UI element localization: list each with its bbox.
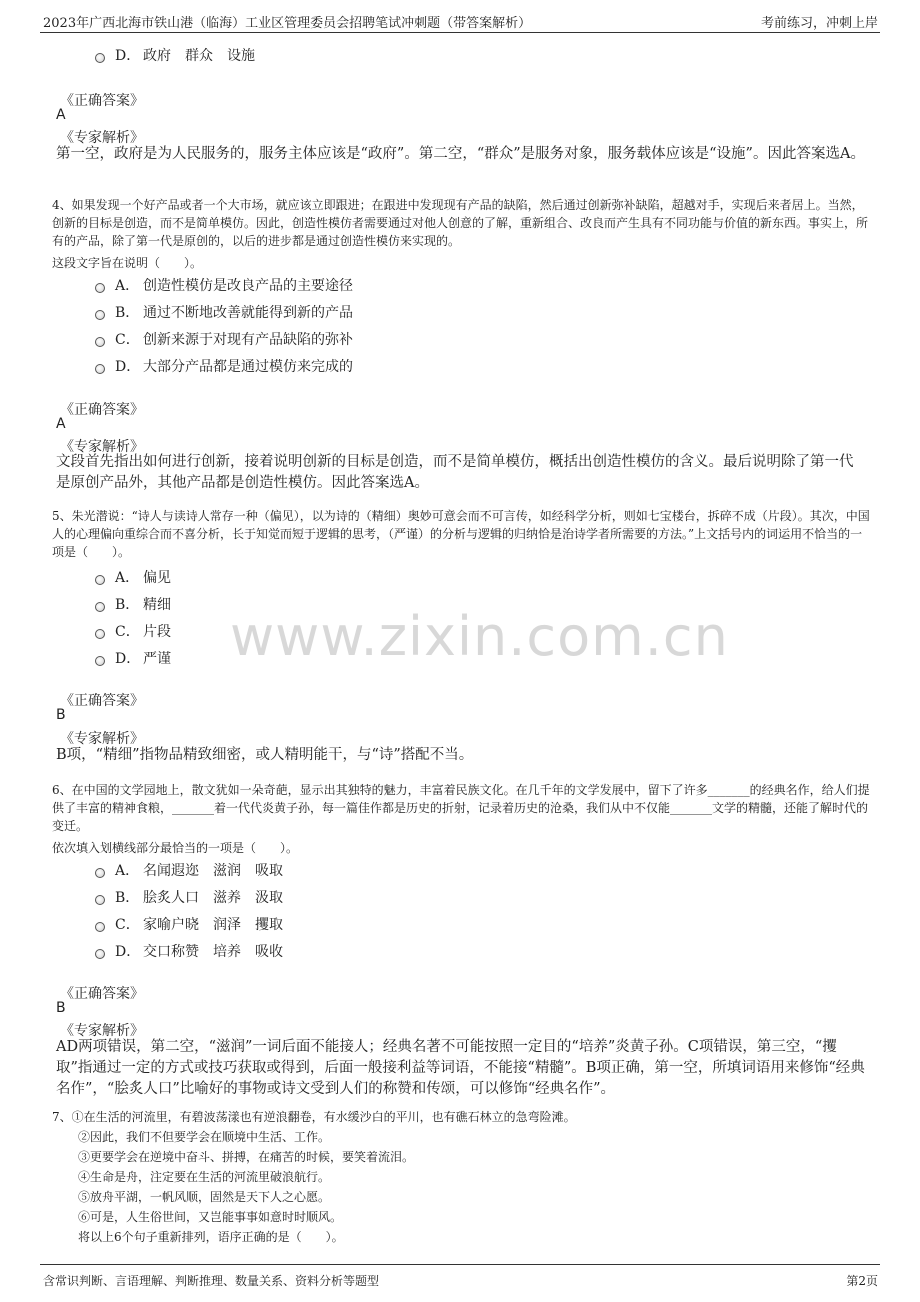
option-letter: D． xyxy=(115,48,141,64)
option-letter: D． xyxy=(115,359,141,375)
answer-label: 《正确答案》 xyxy=(60,402,144,418)
option-letter: A． xyxy=(115,278,140,294)
question-prompt: 依次填入划横线部分最恰当的一项是（ ）。 xyxy=(52,841,299,855)
radio-button-icon[interactable] xyxy=(95,602,105,612)
header-slogan: 考前练习，冲刺上岸 xyxy=(760,16,878,31)
sentence-3: ③更要学会在逆境中奋斗、拼搏，在痛苦的时候，要笑着流泪。 xyxy=(78,1150,415,1164)
option-c[interactable] xyxy=(95,328,353,350)
option-b[interactable] xyxy=(95,593,171,615)
sentence-5: ⑤放舟平湖，一帆风顺，固然是天下人之心愿。 xyxy=(78,1190,331,1204)
radio-button-icon[interactable] xyxy=(95,310,105,320)
option-letter: B． xyxy=(115,597,140,613)
option-d[interactable] xyxy=(95,355,353,377)
option-text: 名闻遐迩 滋润 吸取 xyxy=(143,863,283,879)
option-letter: A． xyxy=(115,570,140,586)
option-letter: A． xyxy=(115,863,140,879)
radio-button-icon[interactable] xyxy=(95,949,105,959)
analysis-text: B项，“精细”指物品精致细密，或人精明能干，与“诗”搭配不当。 xyxy=(56,747,474,763)
question-text: 7、①在生活的河流里，有碧波荡漾也有逆浪翻卷，有水缓沙白的平川，也有礁石林立的急弯险滩。 xyxy=(52,1110,576,1124)
question-text: 6、在中国的文学园地上，散文犹如一朵奇葩，显示出其独特的魅力，丰富着民族文化。在几千年的文学发展中，留下了许多_______的经典名作，给人们提供了丰富的精神食粮，_______着一代代炎黄子孙，每一篇佳作都是历史的折射，记录着历史的沧桑，我们从中不仅能_______文学的精髓，还能了解时代的变迁。 xyxy=(52,783,870,833)
option-d[interactable] xyxy=(95,940,283,962)
analysis-text: 文段首先指出如何进行创新，接着说明创新的目标是创造，而不是简单模仿，概括出创造性模仿的含义。最后说明除了第一代是原创产品外，其他产品都是创造性模仿。因此答案选A。 xyxy=(56,454,854,491)
correct-answer: B xyxy=(56,1000,66,1016)
option-text: 偏见 xyxy=(143,570,171,586)
option-letter: D． xyxy=(115,944,141,960)
option-letter: D． xyxy=(115,651,141,667)
option-text: 创新来源于对现有产品缺陷的弥补 xyxy=(143,332,353,348)
question-text: 4、如果发现一个好产品或者一个大市场，就应该立即跟进；在跟进中发现现有产品的缺陷，然后通过创新弥补缺陷，超越对手，实现后来者居上。当然，创新的目标是创造，而不是简单模仿。因此，创造性模仿者需要通过对他人创意的了解，重新组合、改良而产生具有不同功能与价值的新东西。事实上，所有的产品，除了第一代是原创的，以后的进步都是通过创造性模仿来实现的。 xyxy=(52,198,869,248)
question-prompt: 这段文字旨在说明（ ）。 xyxy=(52,256,203,270)
page-number: 第2页 xyxy=(846,1274,878,1288)
radio-button-icon[interactable] xyxy=(95,656,105,666)
option-letter: C． xyxy=(115,332,140,348)
option-text: 政府 群众 设施 xyxy=(143,48,255,64)
document-title: 2023年广西北海市铁山港（临海）工业区管理委员会招聘笔试冲刺题（带答案解析） xyxy=(43,16,532,31)
option-b[interactable] xyxy=(95,886,283,908)
sentence-2: ②因此，我们不但要学会在顺境中生活、工作。 xyxy=(78,1130,331,1144)
page-header xyxy=(40,10,880,33)
option-text: 家喻户晓 润泽 攫取 xyxy=(143,917,283,933)
option-d[interactable] xyxy=(95,647,171,669)
analysis-text: AD两项错误，第二空，“滋润”一词后面不能接人；经典名著不可能按照一定目的“培养”炎黄子孙。C项错误，第三空，“攫取”指通过一定的方式或技巧获取或得到，后面一般接利益等词语，不能接“精髓”。B项正确，第一空，所填词语用来修饰“经典名作”，“脍炙人口”比喻好的事物或诗文受到人们的称赞和传颂，可以修饰“经典名作”。 xyxy=(56,1039,865,1097)
analysis-label: 《专家解析》 xyxy=(60,731,144,747)
option-c[interactable] xyxy=(95,620,171,642)
analysis-label: 《专家解析》 xyxy=(60,130,144,146)
option-text: 创造性模仿是改良产品的主要途径 xyxy=(143,278,353,294)
question-prompt: 将以上6个句子重新排列，语序正确的是（ ）。 xyxy=(78,1230,344,1244)
answer-label: 《正确答案》 xyxy=(60,693,144,709)
sentence-6: ⑥可是，人生俗世间，又岂能事事如意时时顺风。 xyxy=(78,1210,343,1224)
option-text: 大部分产品都是通过模仿来完成的 xyxy=(143,359,353,375)
option-letter: C． xyxy=(115,917,140,933)
radio-button-icon[interactable] xyxy=(95,922,105,932)
option-text: 精细 xyxy=(143,597,171,613)
correct-answer: A xyxy=(56,107,66,123)
option-text: 通过不断地改善就能得到新的产品 xyxy=(143,305,353,321)
radio-button-icon[interactable] xyxy=(95,575,105,585)
radio-button-icon[interactable] xyxy=(95,364,105,374)
footer-categories: 含常识判断、言语理解、判断推理、数量关系、资料分析等题型 xyxy=(43,1274,380,1288)
watermark: www.zixin.com.cn xyxy=(230,605,729,668)
option-letter: C． xyxy=(115,624,140,640)
radio-button-icon[interactable] xyxy=(95,53,105,63)
option-b[interactable] xyxy=(95,301,353,323)
answer-label: 《正确答案》 xyxy=(60,986,144,1002)
option-c[interactable] xyxy=(95,913,283,935)
option-d[interactable] xyxy=(95,44,255,66)
page-footer xyxy=(40,1264,880,1295)
question-text: 5、朱光潜说：“诗人与读诗人常存一种（偏见），以为诗的（精细）奥妙可意会而不可言传，如经科学分析，则如七宝楼台，拆碎不成（片段）。其次，中国人的心理偏向重综合而不喜分析，长于知觉而短于逻辑的思考，（严谨）的分析与逻辑的归纳恰是治诗学者所需要的方法。”上文括号内的词运用不恰当的一项是（ ）。 xyxy=(52,509,870,559)
option-a[interactable] xyxy=(95,566,171,588)
option-letter: B． xyxy=(115,890,140,906)
radio-button-icon[interactable] xyxy=(95,895,105,905)
analysis-label: 《专家解析》 xyxy=(60,439,144,455)
radio-button-icon[interactable] xyxy=(95,337,105,347)
analysis-label: 《专家解析》 xyxy=(60,1023,144,1039)
option-a[interactable] xyxy=(95,274,353,296)
option-text: 严谨 xyxy=(143,651,171,667)
correct-answer: B xyxy=(56,707,66,723)
option-text: 脍炙人口 滋养 汲取 xyxy=(143,890,283,906)
radio-button-icon[interactable] xyxy=(95,283,105,293)
radio-button-icon[interactable] xyxy=(95,868,105,878)
option-text: 片段 xyxy=(143,624,171,640)
analysis-text: 第一空，政府是为人民服务的，服务主体应该是“政府”。第二空，“群众”是服务对象，服务载体应该是“设施”。因此答案选A。 xyxy=(56,146,865,162)
answer-label: 《正确答案》 xyxy=(60,93,144,109)
option-a[interactable] xyxy=(95,859,283,881)
option-text: 交口称赞 培养 吸收 xyxy=(143,944,283,960)
radio-button-icon[interactable] xyxy=(95,629,105,639)
sentence-4: ④生命是舟，注定要在生活的河流里破浪航行。 xyxy=(78,1170,331,1184)
option-letter: B． xyxy=(115,305,140,321)
correct-answer: A xyxy=(56,416,66,432)
